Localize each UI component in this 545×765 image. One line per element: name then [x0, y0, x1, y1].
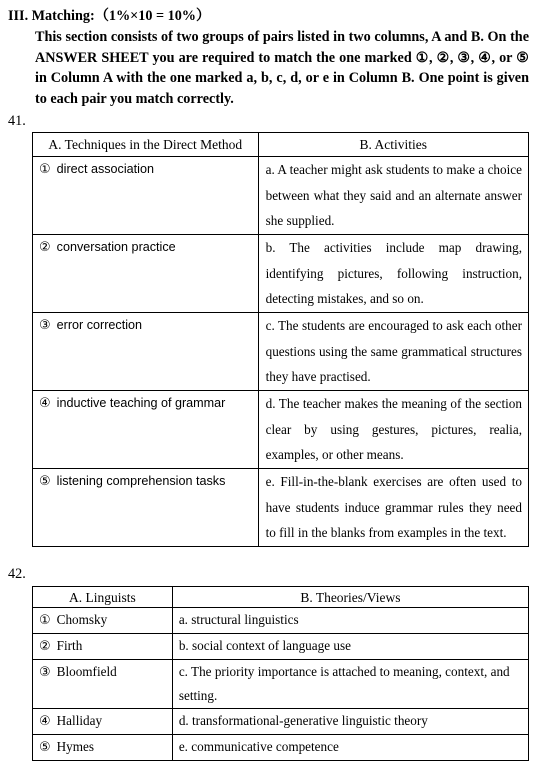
column-a-text: listening comprehension tasks — [56, 474, 226, 488]
column-b-cell: e. communicative competence — [172, 735, 528, 761]
column-b-cell: a. structural linguistics — [172, 608, 528, 634]
item-marker: ⑤ — [39, 474, 51, 489]
column-a-header: A. Techniques in the Direct Method — [33, 133, 259, 157]
column-a-text: Hymes — [56, 739, 95, 754]
table-row — [33, 709, 529, 735]
table-row — [33, 313, 529, 391]
column-b-cell: e. Fill-in-the-blank exercises are often used to have students induce grammar rules they need to fill in the blanks from examples in the text. — [258, 469, 528, 547]
column-a-text: Bloomfield — [56, 664, 117, 679]
column-b-cell: a. A teacher might ask students to make a choice between what they said and an alternate answer she supplied. — [258, 157, 528, 235]
column-b-cell: c. The students are encouraged to ask each other questions using the same grammatical structures they have practised. — [258, 313, 528, 391]
column-a-text: conversation practice — [56, 240, 176, 254]
table-row — [33, 608, 529, 634]
column-a-cell — [33, 735, 173, 761]
item-marker: ② — [39, 639, 51, 654]
table-row — [33, 157, 529, 235]
column-b-header: B. Theories/Views — [172, 587, 528, 608]
question-number-41: 41. — [8, 113, 26, 129]
table-header-row — [33, 133, 529, 157]
column-b-cell: d. transformational-generative linguistic theory — [172, 709, 528, 735]
column-a-text: Halliday — [56, 713, 103, 728]
column-a-text: error correction — [56, 318, 143, 332]
table-row — [33, 469, 529, 547]
item-marker: ④ — [39, 714, 51, 729]
table-row — [33, 391, 529, 469]
item-marker: ① — [39, 613, 51, 628]
table-row — [33, 735, 529, 761]
item-marker: ③ — [39, 665, 51, 680]
column-a-cell — [33, 634, 173, 660]
column-a-cell — [33, 235, 259, 313]
column-b-cell: b. social context of language use — [172, 634, 528, 660]
column-a-text: direct association — [56, 162, 154, 176]
item-marker: ① — [39, 162, 51, 177]
matching-table-42 — [32, 586, 529, 761]
matching-table-41 — [32, 132, 529, 547]
column-a-cell — [33, 660, 173, 709]
column-a-cell — [33, 709, 173, 735]
column-a-cell — [33, 608, 173, 634]
column-a-cell — [33, 157, 259, 235]
table-row — [33, 235, 529, 313]
column-b-cell: b. The activities include map drawing, identifying pictures, following instruction, detecting mistakes, and so on. — [258, 235, 528, 313]
item-marker: ③ — [39, 318, 51, 333]
section-title: III. Matching:（1%×10 = 10%） — [8, 8, 211, 24]
column-b-header: B. Activities — [258, 133, 528, 157]
column-a-cell — [33, 469, 259, 547]
column-a-header: A. Linguists — [33, 587, 173, 608]
column-b-cell: c. The priority importance is attached to meaning, context, and setting. — [172, 660, 528, 709]
question-number-42: 42. — [8, 566, 26, 582]
table-row — [33, 660, 529, 709]
item-marker: ⑤ — [39, 740, 51, 755]
table-header-row — [33, 587, 529, 608]
column-a-cell — [33, 391, 259, 469]
column-b-cell: d. The teacher makes the meaning of the section clear by using gestures, pictures, realia, examples, or other means. — [258, 391, 528, 469]
column-a-text: inductive teaching of grammar — [56, 396, 226, 410]
section-instructions: This section consists of two groups of pairs listed in two columns, A and B. On the ANSWER SHEET you are required to match the one marked ①, ②, ③, ④, or ⑤ in Column A with the one marked a, b, c, d, or e in Column B. One point is given to each pair you match correctly. — [35, 29, 529, 107]
table-row — [33, 634, 529, 660]
column-a-cell — [33, 313, 259, 391]
column-a-text: Chomsky — [56, 612, 108, 627]
item-marker: ② — [39, 240, 51, 255]
column-a-text: Firth — [56, 638, 83, 653]
item-marker: ④ — [39, 396, 51, 411]
